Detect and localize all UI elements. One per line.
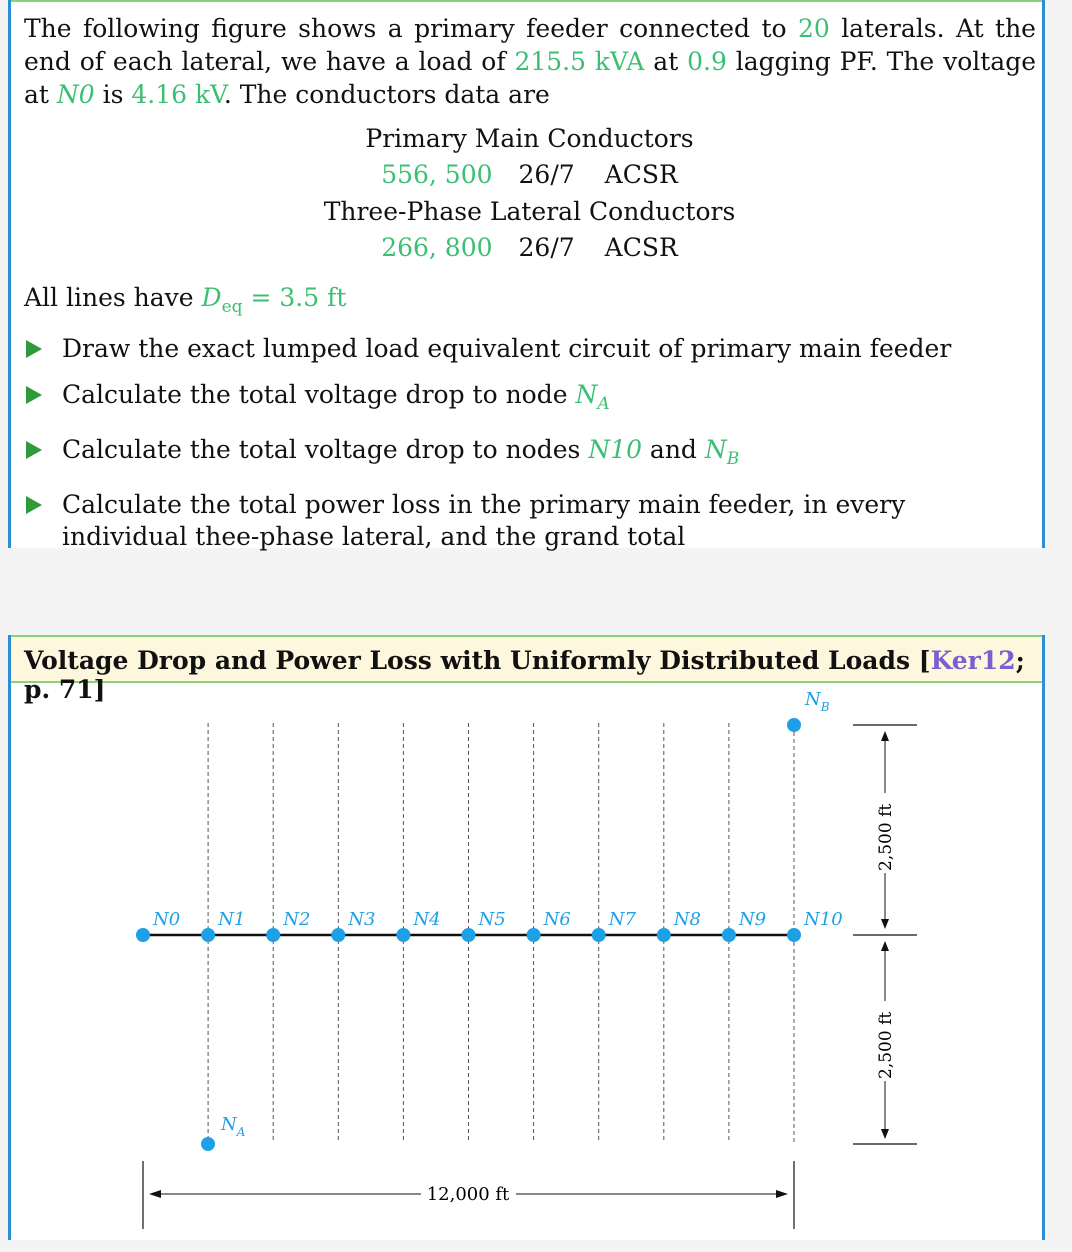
- dim-top-label: 2,500 ft: [876, 803, 896, 871]
- title-text: ; p. 71]: [24, 646, 1025, 704]
- bullet-triangle-icon: [26, 386, 42, 404]
- task-text: and: [641, 435, 705, 464]
- task-item: [24, 434, 1024, 475]
- node-nb-dot: [787, 718, 801, 732]
- main-type: ACSR: [604, 160, 678, 189]
- task-text: Calculate the total power loss in the primary main feeder, in every individual thee-phase lateral, and the grand total: [62, 490, 906, 551]
- main-title-text: Primary Main Conductors: [365, 124, 694, 153]
- node-nb-sub: B: [726, 449, 740, 469]
- lateral-conductors-title: [11, 197, 1048, 226]
- task-text: Calculate the total voltage drop to node: [62, 380, 576, 409]
- main-size: 556, 500: [381, 160, 493, 189]
- node-dot-n9: [722, 928, 736, 942]
- node-dot-n3: [331, 928, 345, 942]
- node-dot-n0: [136, 928, 150, 942]
- node-dot-n1: [201, 928, 215, 942]
- card-top-rule: [11, 0, 1042, 2]
- deq-symbol: D: [201, 283, 222, 312]
- node-dot-n5: [462, 928, 476, 942]
- node-dot-n4: [396, 928, 410, 942]
- deq-value: = 3.5 ft: [242, 283, 347, 312]
- node-label-n10: N10: [804, 909, 843, 930]
- arrow-left-icon: [149, 1190, 161, 1198]
- node-label-n8: N8: [673, 909, 702, 930]
- lateral-title-text: Three-Phase Lateral Conductors: [323, 197, 736, 226]
- node-na: N: [575, 380, 598, 409]
- node-nb-label: $N_B$: [805, 689, 830, 714]
- task-item: [24, 333, 1024, 365]
- arrow-right-icon: [776, 1190, 788, 1198]
- main-strand: 26/7: [518, 160, 575, 189]
- bullet-triangle-icon: [26, 496, 42, 514]
- text-segment: at: [644, 47, 688, 76]
- text-segment: The following figure shows a primary feeder connected to: [24, 14, 798, 43]
- lat-type: ACSR: [604, 233, 678, 262]
- bullet-triangle-icon: [26, 340, 42, 358]
- text-segment: . The conductors data are: [223, 80, 550, 109]
- node-dot-n6: [527, 928, 541, 942]
- pf-value: 0.9: [687, 47, 727, 76]
- deq-line: [24, 283, 346, 317]
- arrow-down-icon: [881, 919, 889, 929]
- figure-card: [8, 635, 1045, 1240]
- text-segment: lagging PF. The voltage at: [24, 47, 1036, 109]
- citation-link[interactable]: Ker12: [930, 646, 1016, 675]
- node-dot-n7: [592, 928, 606, 942]
- lat-size: 266, 800: [381, 233, 493, 262]
- text-segment: laterals. At the end of each lateral, we have a load of: [24, 14, 1036, 76]
- node-label-n7: N7: [608, 909, 636, 930]
- task-item: [24, 379, 1024, 420]
- problem-statement: [24, 12, 1036, 111]
- title-text: Voltage Drop and Power Loss with Uniformly Distributed Loads [: [24, 646, 931, 675]
- arrow-down-icon: [881, 1129, 889, 1139]
- bullet-triangle-icon: [26, 441, 42, 459]
- node-label-n4: N4: [413, 909, 441, 930]
- task-text: Draw the exact lumped load equivalent circuit of primary main feeder: [62, 334, 952, 363]
- main-nodes: [136, 909, 843, 942]
- deq-sub: eq: [221, 297, 243, 317]
- node-n10: N10: [588, 435, 642, 464]
- node-label-n5: N5: [478, 909, 506, 930]
- dim-total-label: 12,000 ft: [426, 1184, 510, 1205]
- node-label-n0: N0: [153, 909, 181, 930]
- task-list: [24, 333, 1024, 567]
- node-dot-n10: [787, 928, 801, 942]
- lateral-lines: [208, 723, 794, 1144]
- text-segment: is: [94, 80, 132, 109]
- lat-strand: 26/7: [518, 233, 575, 262]
- node-label-n1: N1: [218, 909, 246, 930]
- node-nb: N: [704, 435, 727, 464]
- node-na-dot: [201, 1137, 215, 1151]
- node-label-n6: N6: [543, 909, 571, 930]
- node-na-sub: A: [597, 394, 610, 414]
- task-item: [24, 489, 1024, 553]
- main-conductors-row: [11, 160, 1048, 189]
- problem-card: [8, 0, 1045, 551]
- feeder-diagram: [11, 683, 1042, 1238]
- node-label-n3: N3: [348, 909, 376, 930]
- arrow-up-icon: [881, 731, 889, 741]
- node-label-n9: N9: [738, 909, 767, 930]
- load-value: 215.5 kVA: [514, 47, 645, 76]
- node-dot-n2: [266, 928, 280, 942]
- dim-bottom-label: 2,500 ft: [876, 1011, 896, 1079]
- node-dot-n8: [657, 928, 671, 942]
- arrow-up-icon: [881, 941, 889, 951]
- node-na-label: $N_A$: [221, 1114, 246, 1139]
- lateral-conductors-row: [11, 233, 1048, 262]
- node-label-n2: N2: [283, 909, 311, 930]
- main-conductors-title: [11, 124, 1048, 153]
- deq-prefix: All lines have: [24, 283, 202, 312]
- node-n0: N0: [56, 80, 95, 109]
- voltage-value: 4.16 kV: [131, 80, 224, 109]
- task-text: Calculate the total voltage drop to nodes: [62, 435, 589, 464]
- laterals-count: 20: [797, 14, 830, 43]
